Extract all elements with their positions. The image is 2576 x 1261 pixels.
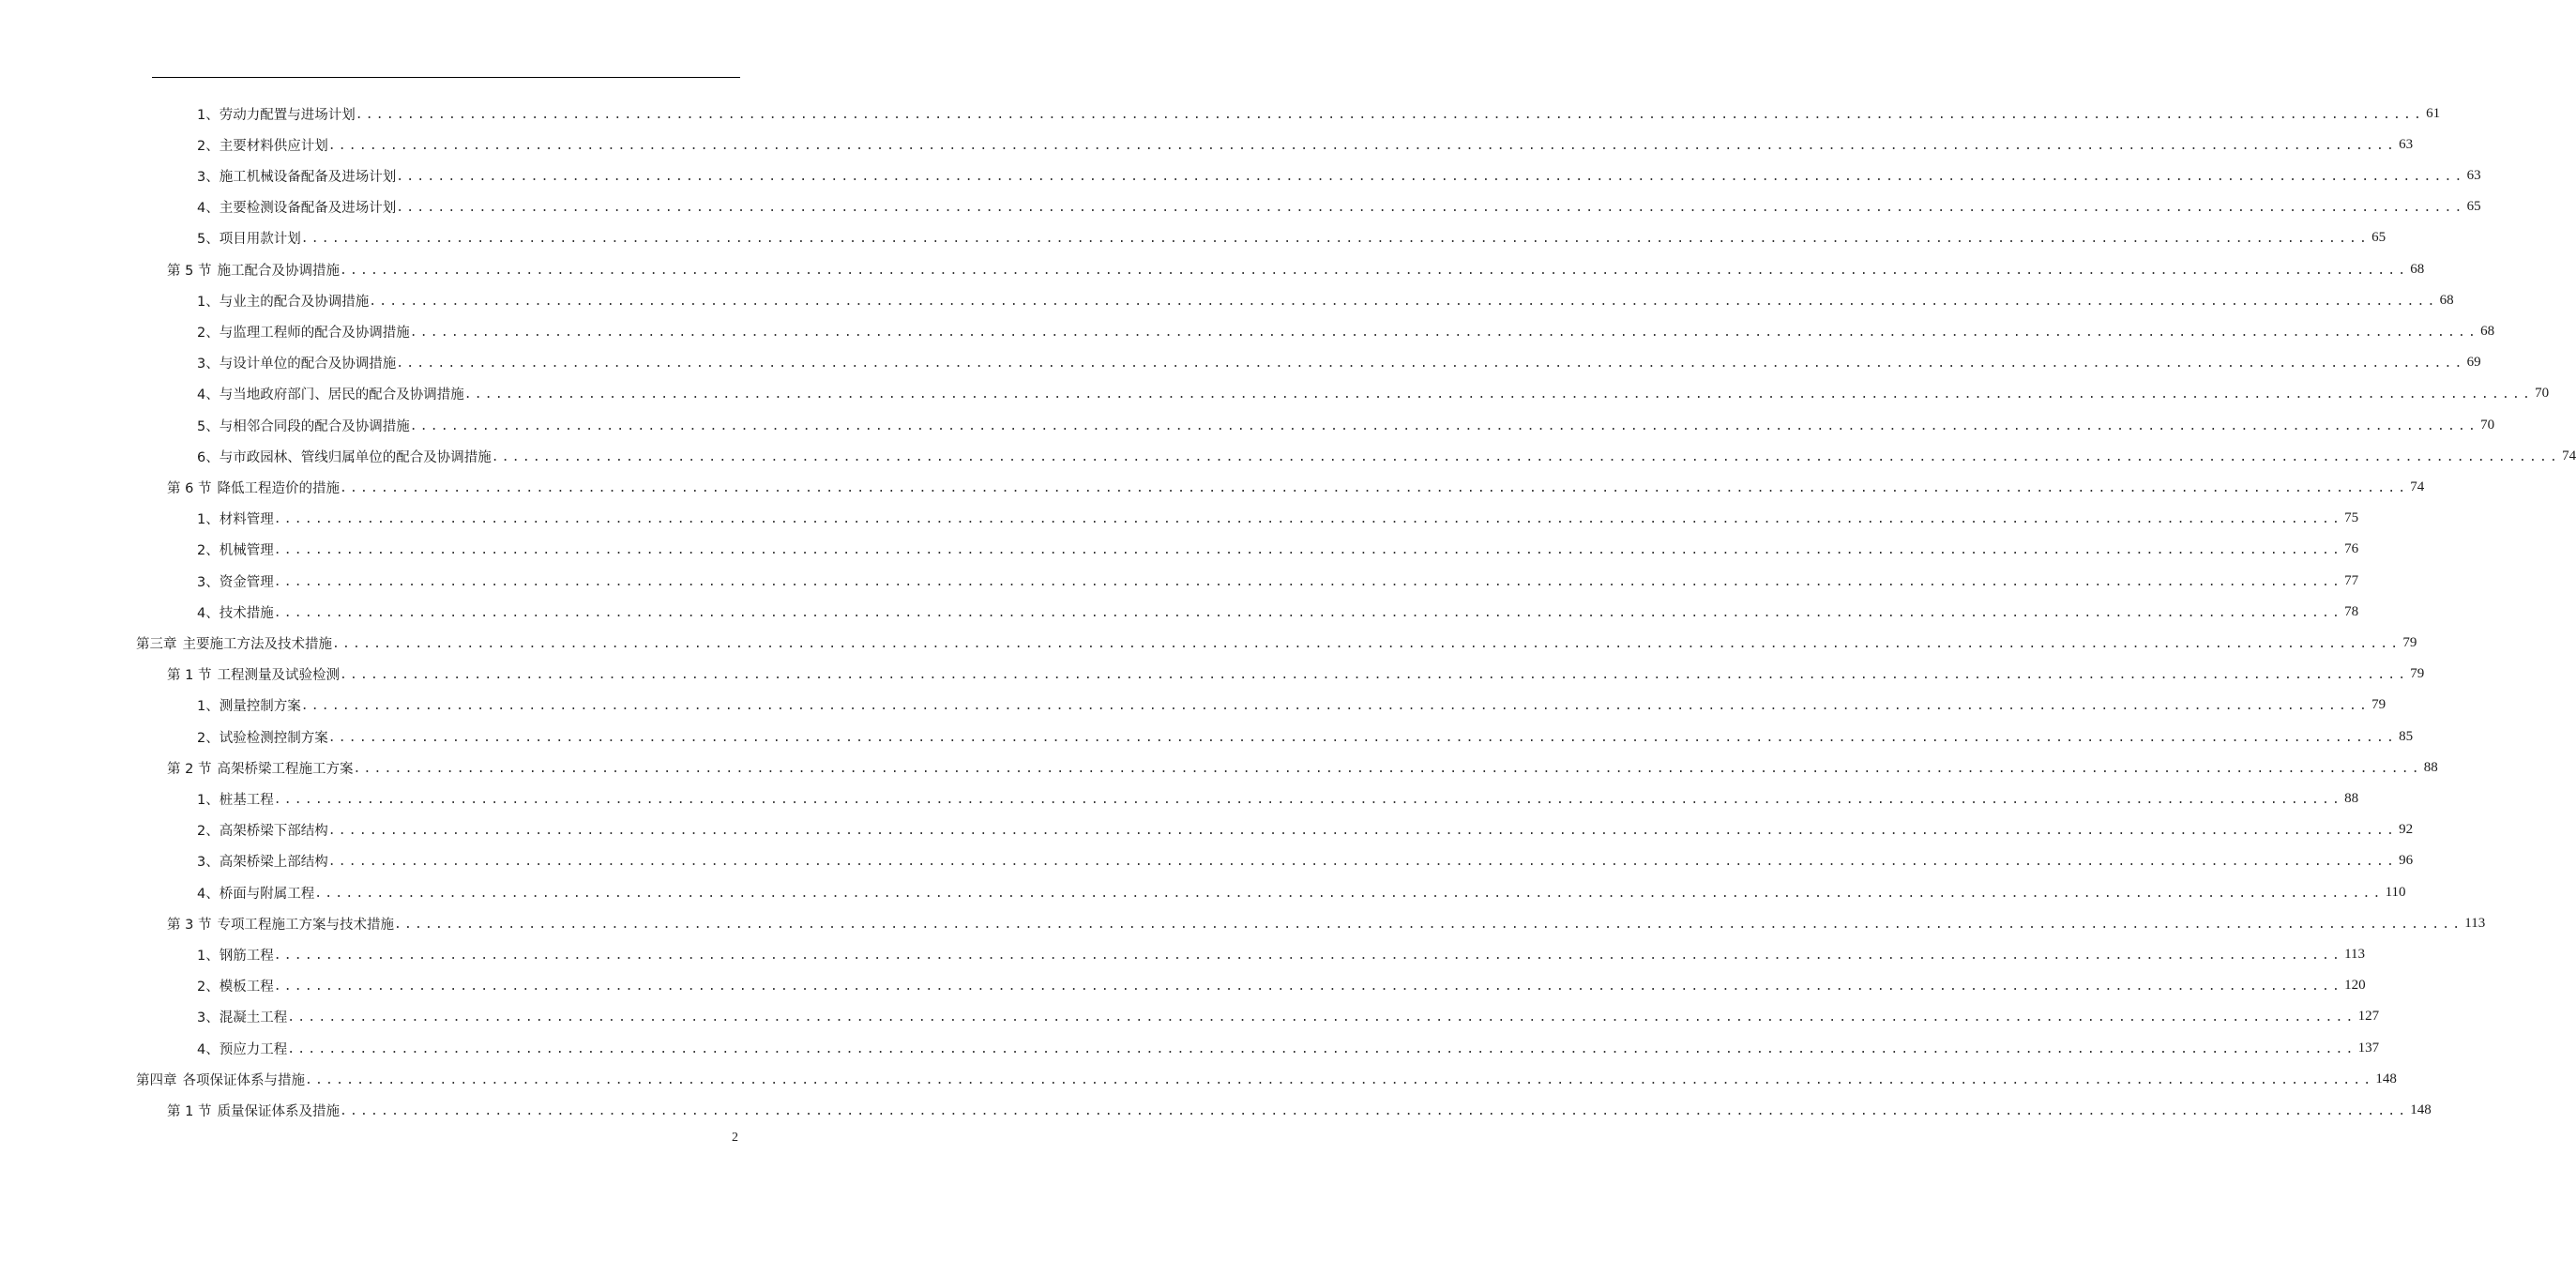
toc-entry-title: 与设计单位的配合及协调措施 <box>219 357 397 372</box>
toc-leader-dots: ........................................................................................................................................................................................................ <box>339 668 2409 683</box>
toc-leader-dots: ........................................................................................................................................................................................................ <box>332 636 2402 651</box>
toc-entry-title: 主要材料供应计划 <box>219 138 328 154</box>
toc-entry[interactable] <box>167 1096 2432 1124</box>
toc-leader-dots: ........................................................................................................................................................................................................ <box>396 357 2465 372</box>
toc-entry[interactable] <box>136 1065 2397 1093</box>
toc-entry-number: 4、 <box>197 387 220 403</box>
toc-entry-page: 88 <box>2423 759 2438 775</box>
toc-entry-page: 148 <box>2375 1071 2397 1086</box>
toc-leader-dots: ........................................................................................................................................................................................................ <box>339 1103 2409 1118</box>
toc-entry-title: 预应力工程 <box>219 1041 288 1057</box>
toc-leader-dots: ........................................................................................................................................................................................................ <box>327 824 2398 839</box>
toc-leader-dots: ........................................................................................................................................................................................................ <box>396 169 2465 184</box>
toc-entry-number: 第 2 节 <box>167 761 212 777</box>
toc-leader-dots: ........................................................................................................................................................................................................ <box>327 730 2398 745</box>
toc-leader-dots: ........................................................................................................................................................................................................ <box>273 948 2343 963</box>
toc-entry-number: 3、 <box>197 855 220 871</box>
toc-entry[interactable] <box>197 940 2366 968</box>
toc-entry-page: 63 <box>2399 136 2414 152</box>
toc-leader-dots: ........................................................................................................................................................................................................ <box>463 387 2534 403</box>
toc-entry-title: 与监理工程师的配合及协调措施 <box>219 325 410 341</box>
toc-leader-dots: ........................................................................................................................................................................................................ <box>409 325 2479 340</box>
toc-entry[interactable] <box>167 473 2425 501</box>
toc-entry-title: 质量保证体系及措施 <box>217 1103 340 1119</box>
toc-entry-number: 1、 <box>197 512 220 528</box>
toc-leader-dots: ........................................................................................................................................................................................................ <box>305 1072 2374 1087</box>
toc-leader-dots: ........................................................................................................................................................................................................ <box>273 574 2343 589</box>
toc-entry-page: 92 <box>2399 822 2414 838</box>
toc-entry[interactable] <box>197 598 2359 626</box>
toc-entry-page: 61 <box>2426 105 2441 121</box>
toc-leader-dots: ........................................................................................................................................................................................................ <box>393 917 2463 932</box>
toc-entry[interactable] <box>197 1034 2380 1062</box>
toc-entry[interactable] <box>197 411 2495 439</box>
toc-entry[interactable] <box>197 442 2576 470</box>
toc-entry[interactable] <box>197 286 2454 314</box>
toc-entry-title: 高架桥梁下部结构 <box>219 824 328 840</box>
toc-entry[interactable] <box>197 847 2414 875</box>
toc-entry-page: 63 <box>2466 167 2481 183</box>
toc-entry-title: 技术措施 <box>219 605 274 621</box>
toc-leader-dots: ........................................................................................................................................................................................................ <box>339 480 2409 495</box>
toc-entry-page: 74 <box>2562 448 2576 463</box>
toc-entry[interactable] <box>197 161 2481 190</box>
toc-entry-number: 2、 <box>197 824 220 840</box>
toc-entry[interactable] <box>197 691 2387 720</box>
toc-entry[interactable] <box>167 909 2486 937</box>
toc-entry[interactable] <box>197 224 2387 252</box>
toc-entry[interactable] <box>197 1003 2380 1031</box>
toc-entry-title: 与相邻合同段的配合及协调措施 <box>219 418 410 434</box>
toc-leader-dots: ........................................................................................................................................................................................................ <box>353 761 2422 776</box>
toc-entry-page: 70 <box>2480 417 2495 433</box>
toc-entry-number: 5、 <box>197 418 220 434</box>
toc-entry-title: 材料管理 <box>219 512 274 528</box>
toc-entry-title: 试验检测控制方案 <box>219 730 328 746</box>
toc-entry-page: 79 <box>2371 697 2387 713</box>
toc-entry-page: 65 <box>2466 199 2481 215</box>
toc-entry-number: 1、 <box>197 948 220 964</box>
toc-entry[interactable] <box>197 193 2481 221</box>
toc-entry-number: 3、 <box>197 574 220 590</box>
toc-entry-number: 第 5 节 <box>167 263 212 279</box>
toc-entry[interactable] <box>197 380 2550 408</box>
toc-entry-title: 工程测量及试验检测 <box>217 668 340 684</box>
toc-entry-page: 79 <box>2410 666 2425 682</box>
toc-entry-title: 混凝土工程 <box>219 1010 288 1026</box>
toc-leader-dots: ........................................................................................................................................................................................................ <box>273 512 2343 527</box>
toc-entry-title: 施工机械设备配备及进场计划 <box>219 169 397 185</box>
toc-entry-page: 68 <box>2410 261 2425 277</box>
toc-entry-title: 主要施工方法及技术措施 <box>182 636 332 652</box>
page-number: 2 <box>732 1131 738 1145</box>
toc-entry[interactable] <box>167 255 2425 283</box>
toc-entry[interactable] <box>197 317 2495 345</box>
toc-leader-dots: ........................................................................................................................................................................................................ <box>355 107 2425 122</box>
toc-entry-number: 第 3 节 <box>167 917 212 933</box>
toc-entry[interactable] <box>136 629 2417 657</box>
toc-entry-title: 机械管理 <box>219 543 274 559</box>
toc-entry[interactable] <box>197 505 2359 533</box>
toc-entry-title: 劳动力配置与进场计划 <box>219 107 356 123</box>
toc-entry-number: 第三章 <box>136 636 177 652</box>
toc-leader-dots: ........................................................................................................................................................................................................ <box>396 201 2465 216</box>
toc-entry[interactable] <box>167 661 2425 689</box>
toc-entry-number: 第 1 节 <box>167 668 212 684</box>
toc-entry-number: 2、 <box>197 730 220 746</box>
toc-entry-title: 钢筋工程 <box>219 948 274 964</box>
toc-entry[interactable] <box>197 784 2359 813</box>
toc-entry-page: 79 <box>2402 634 2417 650</box>
toc-entry-page: 69 <box>2466 355 2481 371</box>
toc-leader-dots: ........................................................................................................................................................................................................ <box>314 886 2384 901</box>
toc-entry[interactable] <box>197 349 2481 377</box>
toc-entry-number: 第 6 节 <box>167 480 212 496</box>
toc-entry[interactable] <box>197 99 2441 128</box>
toc-entry-number: 2、 <box>197 543 220 559</box>
toc-entry-title: 各项保证体系与措施 <box>182 1072 305 1088</box>
toc-leader-dots: ........................................................................................................................................................................................................ <box>273 792 2343 807</box>
toc-entry-page: 120 <box>2344 978 2366 994</box>
toc-leader-dots: ........................................................................................................................................................................................................ <box>491 449 2561 464</box>
toc-leader-dots: ........................................................................................................................................................................................................ <box>409 418 2479 433</box>
toc-entry-number: 2、 <box>197 138 220 154</box>
toc-entry-page: 78 <box>2344 603 2359 619</box>
toc-entry[interactable] <box>197 972 2366 1000</box>
toc-entry-number: 4、 <box>197 1041 220 1057</box>
toc-entry-title: 桥面与附属工程 <box>219 886 315 902</box>
toc-entry-number: 5、 <box>197 232 220 248</box>
toc-leader-dots: ........................................................................................................................................................................................................ <box>273 605 2343 620</box>
toc-entry-number: 6、 <box>197 449 220 465</box>
toc-leader-dots: ........................................................................................................................................................................................................ <box>300 699 2371 714</box>
toc-entry-title: 施工配合及协调措施 <box>217 263 340 279</box>
toc-entry[interactable] <box>197 536 2359 564</box>
toc-entry-title: 资金管理 <box>219 574 274 590</box>
toc-entry-page: 96 <box>2399 853 2414 869</box>
toc-entry-page: 113 <box>2464 915 2486 931</box>
toc-entry-title: 与市政园林、管线归属单位的配合及协调措施 <box>219 449 492 465</box>
header-rule <box>152 77 740 78</box>
toc-entry-title: 高架桥梁工程施工方案 <box>217 761 354 777</box>
toc-entry-number: 2、 <box>197 980 220 995</box>
toc-entry-title: 主要检测设备配备及进场计划 <box>219 201 397 217</box>
toc-leader-dots: ........................................................................................................................................................................................................ <box>287 1041 2356 1056</box>
toc-entry-number: 第四章 <box>136 1072 177 1088</box>
toc-entry-number: 4、 <box>197 201 220 217</box>
toc-leader-dots: ........................................................................................................................................................................................................ <box>327 138 2398 153</box>
toc-leader-dots: ........................................................................................................................................................................................................ <box>369 294 2438 309</box>
toc-entry-page: 148 <box>2410 1101 2432 1117</box>
toc-entry-title: 项目用款计划 <box>219 232 301 248</box>
toc-entry-page: 127 <box>2357 1009 2380 1025</box>
toc-leader-dots: ........................................................................................................................................................................................................ <box>273 980 2343 995</box>
toc-entry-page: 113 <box>2344 946 2366 962</box>
toc-entry-page: 110 <box>2385 884 2406 900</box>
toc-entry-title: 桩基工程 <box>219 792 274 808</box>
toc-entry-page: 65 <box>2371 230 2387 246</box>
toc-entry-page: 137 <box>2357 1040 2380 1056</box>
toc-entry-number: 4、 <box>197 886 220 902</box>
toc-leader-dots: ........................................................................................................................................................................................................ <box>300 232 2371 247</box>
toc-entry[interactable] <box>167 753 2438 782</box>
toc-leader-dots: ........................................................................................................................................................................................................ <box>273 543 2343 558</box>
toc-entry-page: 74 <box>2410 479 2425 494</box>
toc-entry-page: 70 <box>2535 386 2550 402</box>
toc-entry[interactable] <box>197 722 2414 751</box>
toc-entry-page: 85 <box>2399 728 2414 744</box>
toc-entry-title: 测量控制方案 <box>219 699 301 715</box>
toc-leader-dots: ........................................................................................................................................................................................................ <box>339 263 2409 278</box>
toc-entry[interactable] <box>197 878 2406 906</box>
toc-entry-number: 3、 <box>197 357 220 372</box>
toc-entry-number: 1、 <box>197 792 220 808</box>
toc-leader-dots: ........................................................................................................................................................................................................ <box>287 1010 2356 1026</box>
toc-entry-title: 专项工程施工方案与技术措施 <box>217 917 394 933</box>
toc-leader-dots: ........................................................................................................................................................................................................ <box>327 855 2398 870</box>
toc-entry-number: 3、 <box>197 1010 220 1026</box>
toc-entry-page: 77 <box>2344 572 2359 588</box>
toc-entry-number: 1、 <box>197 699 220 715</box>
toc-entry-title: 与业主的配合及协调措施 <box>219 294 370 310</box>
toc-entry-number: 第 1 节 <box>167 1103 212 1119</box>
toc-entry-title: 与当地政府部门、居民的配合及协调措施 <box>219 387 464 403</box>
toc-entry-title: 模板工程 <box>219 980 274 995</box>
toc-entry-number: 1、 <box>197 107 220 123</box>
toc-entry[interactable] <box>197 816 2414 844</box>
toc-entry-number: 4、 <box>197 605 220 621</box>
toc-entry[interactable] <box>197 567 2359 595</box>
toc-entry-page: 68 <box>2439 292 2454 308</box>
toc-entry-title: 降低工程造价的措施 <box>217 480 340 496</box>
toc-entry-number: 3、 <box>197 169 220 185</box>
toc-entry-title: 高架桥梁上部结构 <box>219 855 328 871</box>
toc-entry-number: 2、 <box>197 325 220 341</box>
toc-entry-number: 1、 <box>197 294 220 310</box>
toc-entry-page: 68 <box>2480 323 2495 339</box>
toc-entry-page: 88 <box>2344 790 2359 806</box>
toc-entry-page: 75 <box>2344 510 2359 526</box>
toc-entry[interactable] <box>197 130 2414 159</box>
toc-entry-page: 76 <box>2344 541 2359 557</box>
